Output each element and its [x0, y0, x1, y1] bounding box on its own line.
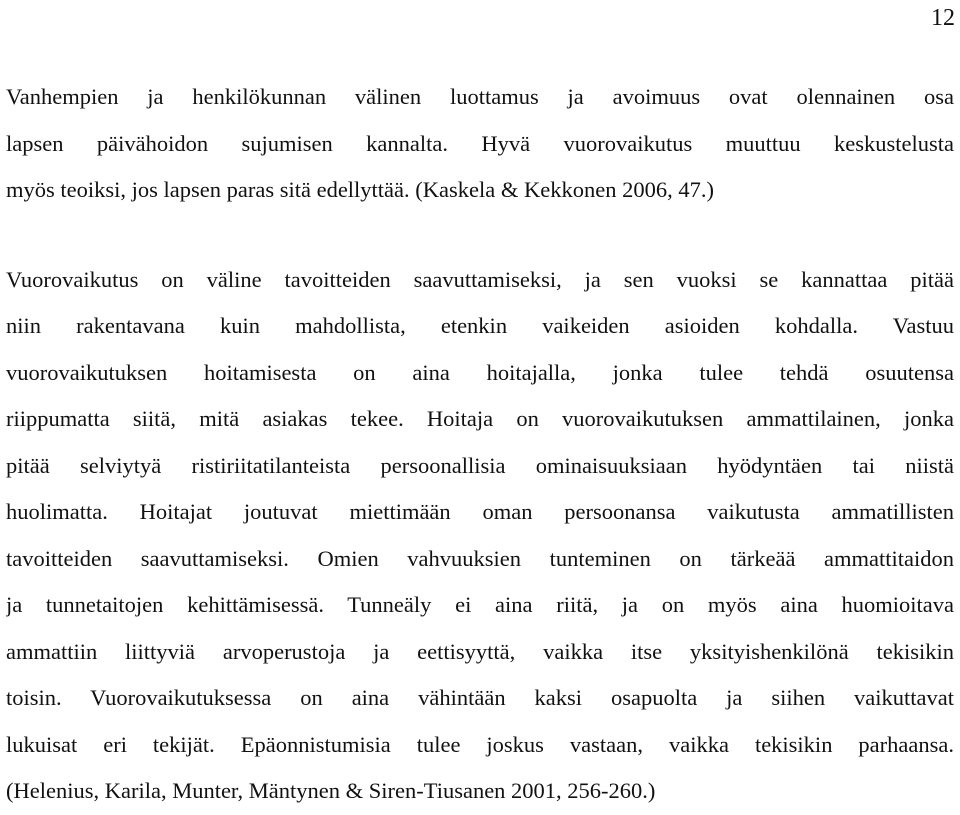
- text-line: lukuisat eri tekijät. Epäonnistumisia tulee joskus vastaan, vaikka tekisikin parhaansa.: [6, 731, 954, 757]
- text-line: pitää selviytyä ristiriitatilanteista persoonallisia ominaisuuksiaan hyödyntäen tai niistä: [6, 452, 954, 478]
- document-body: [6, 74, 954, 815]
- page-number: 12: [931, 5, 955, 31]
- text-line: tavoitteiden saavuttamiseksi. Omien vahvuuksien tunteminen on tärkeää ammattitaidon: [6, 545, 954, 571]
- text-line: ammattiin liittyviä arvoperustoja ja eettisyyttä, vaikka itse yksityishenkilönä tekisikin: [6, 638, 954, 664]
- text-line: vuorovaikutuksen hoitamisesta on aina hoitajalla, jonka tulee tehdä osuutensa: [6, 359, 954, 385]
- text-line: niin rakentavana kuin mahdollista, etenkin vaikeiden asioiden kohdalla. Vastuu: [6, 313, 954, 338]
- text-line: huolimatta. Hoitajat joutuvat miettimään oman persoonansa vaikutusta ammatillisten: [6, 499, 954, 524]
- text-line: (Helenius, Karila, Munter, Mäntynen & Siren-Tiusanen 2001, 256-260.): [6, 778, 656, 803]
- paragraph-spacer: [6, 214, 954, 257]
- text-line: riippumatta siitä, mitä asiakas tekee. Hoitaja on vuorovaikutuksen ammattilainen, jonka: [6, 406, 954, 431]
- text-line: Vuorovaikutus on väline tavoitteiden saavuttamiseksi, ja sen vuoksi se kannattaa pitää: [6, 266, 954, 292]
- text-line: myös teoiksi, jos lapsen paras sitä edellyttää. (Kaskela & Kekkonen 2006, 47.): [6, 177, 714, 202]
- paragraph-1: [6, 74, 954, 214]
- text-line: ja tunnetaitojen kehittämisessä. Tunneäly ei aina riitä, ja on myös aina huomioitava: [6, 592, 954, 617]
- text-line: toisin. Vuorovaikutuksessa on aina vähintään kaksi osapuolta ja siihen vaikuttavat: [6, 685, 954, 710]
- text-line: Vanhempien ja henkilökunnan välinen luottamus ja avoimuus ovat olennainen osa: [6, 84, 954, 109]
- paragraph-2: [6, 257, 954, 815]
- text-line: lapsen päivähoidon sujumisen kannalta. Hyvä vuorovaikutus muuttuu keskustelusta: [6, 130, 954, 156]
